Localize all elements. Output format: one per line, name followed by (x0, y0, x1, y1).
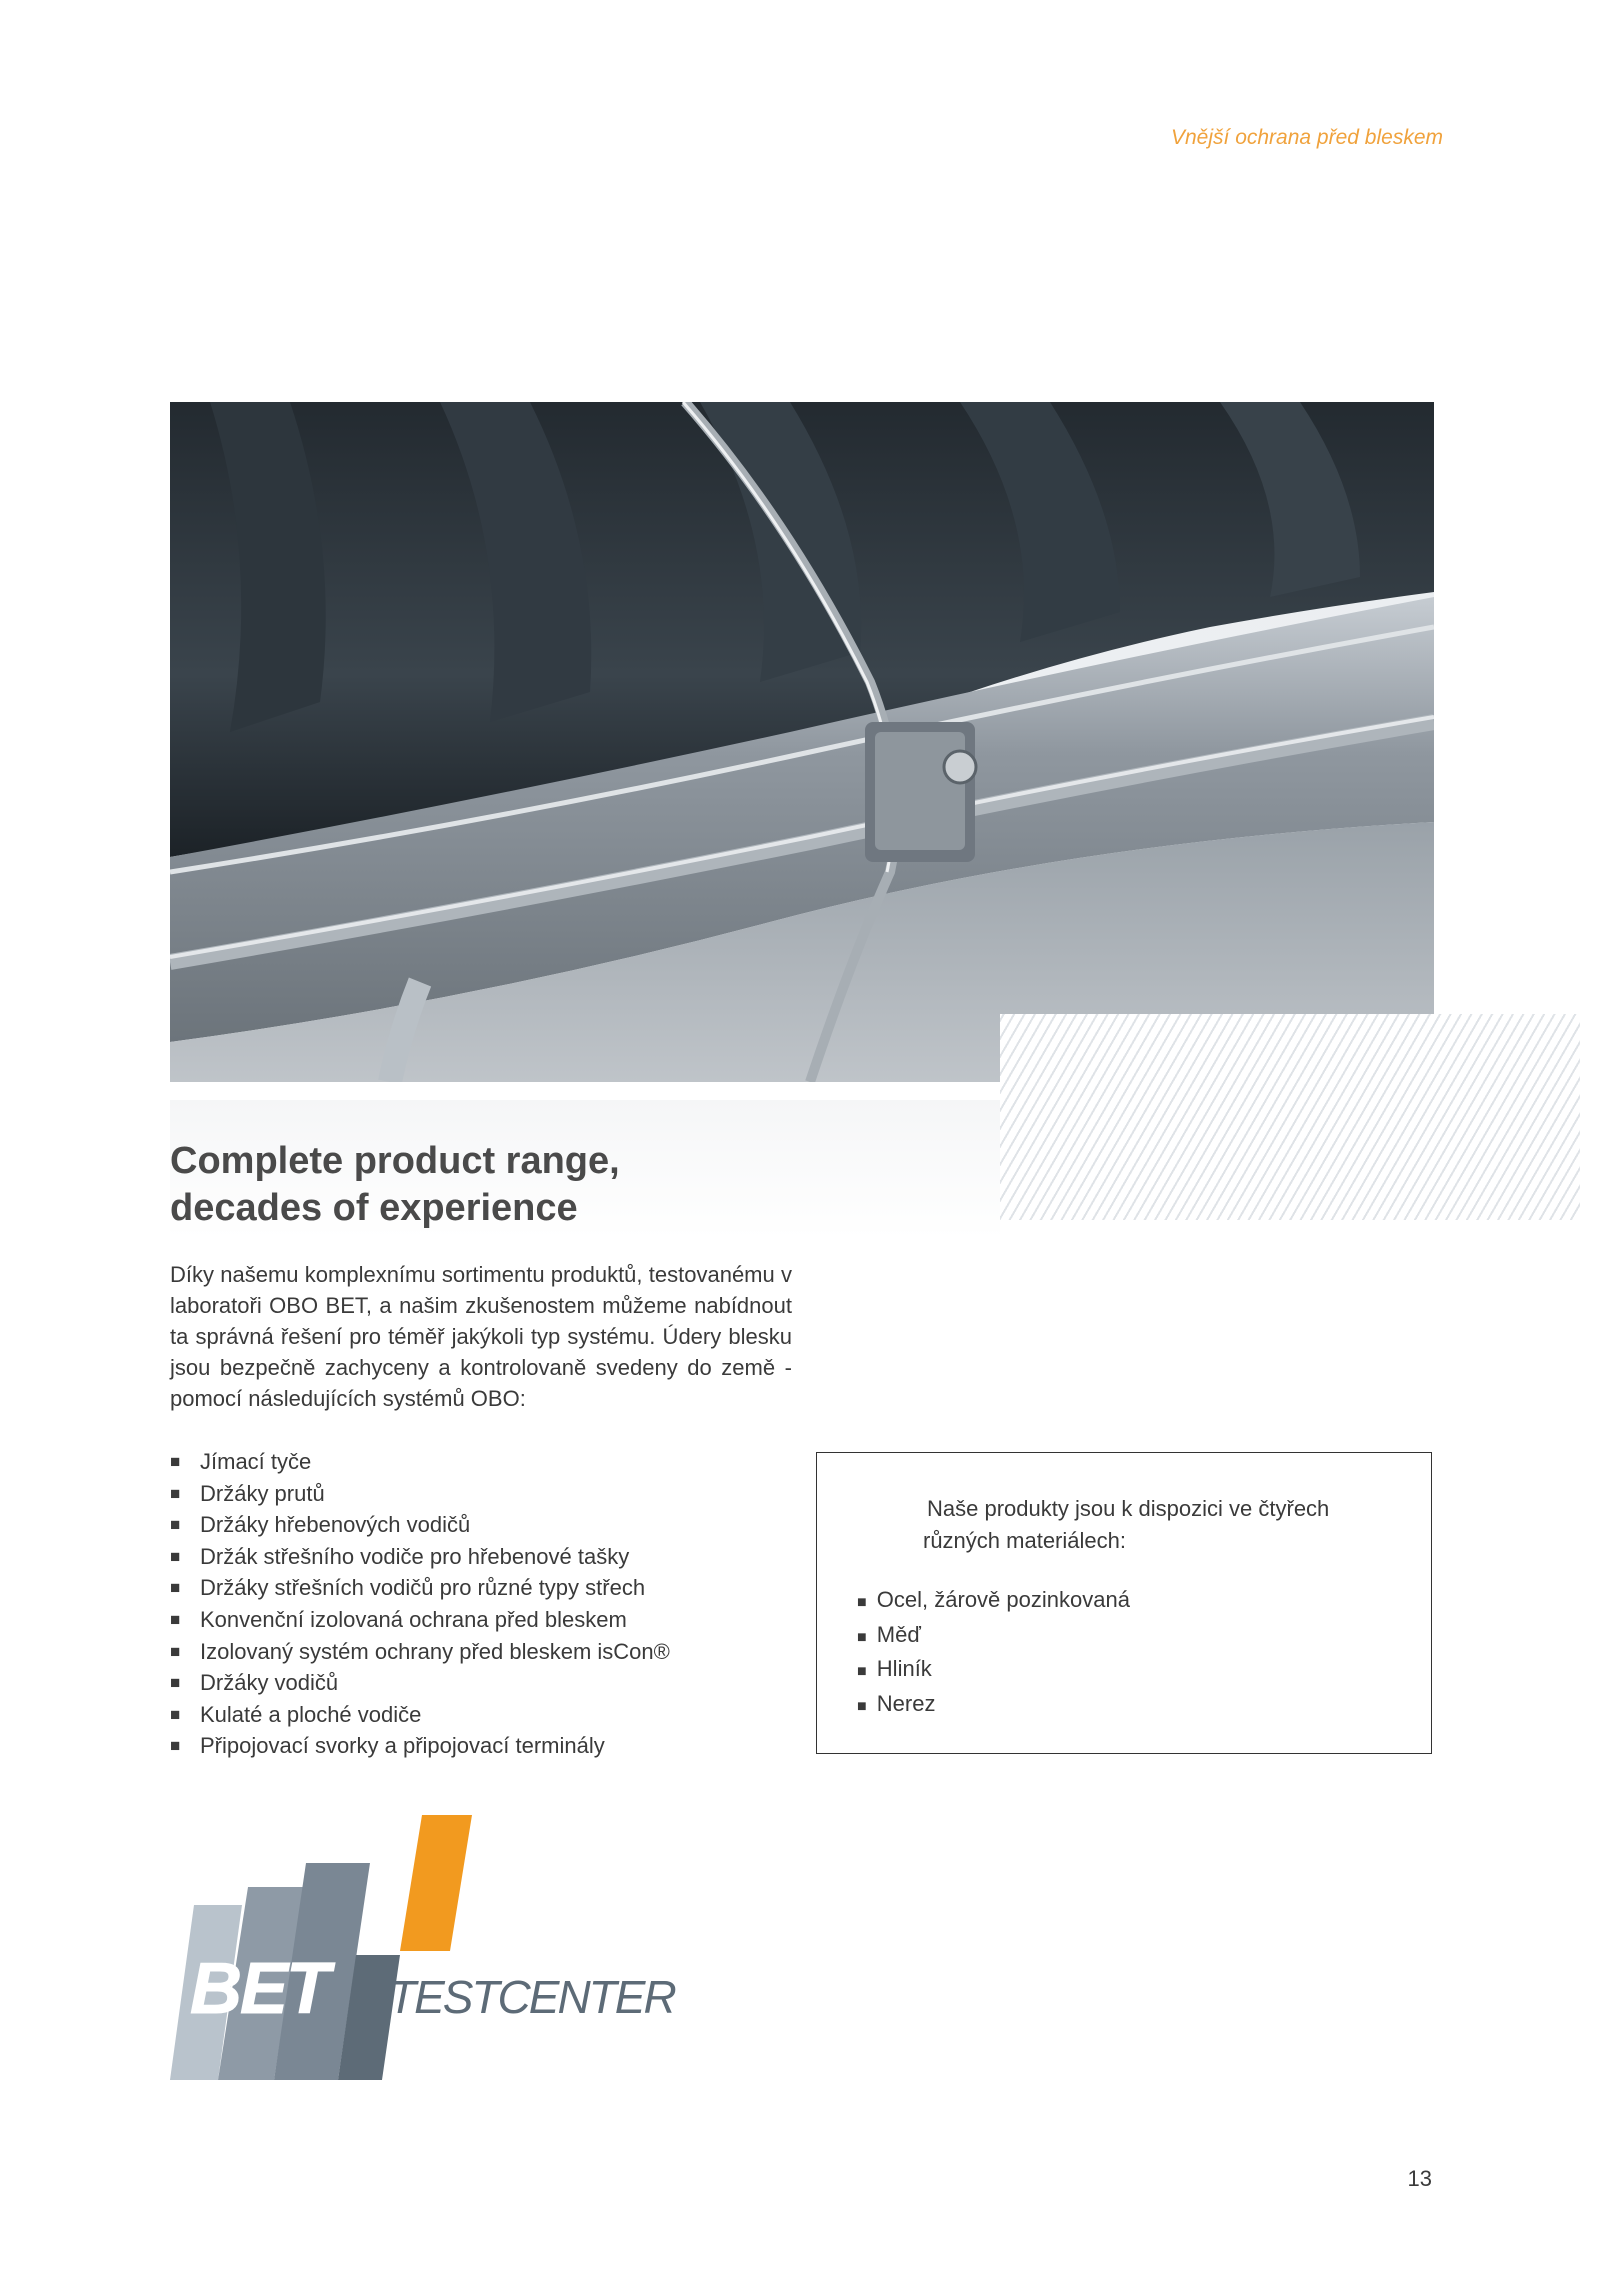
list-item (170, 1446, 670, 1478)
list-item (170, 1730, 670, 1762)
list-item-label: Připojovací svorky a připojovací terminály (200, 1733, 605, 1759)
list-item (170, 1572, 670, 1604)
list-item (857, 1584, 1391, 1619)
bullet-icon: ■ (170, 1641, 181, 1661)
materials-intro: Naše produkty jsou k dispozici ve čtyřech různých materiálech: (923, 1496, 1330, 1553)
bullet-icon: ■ (170, 1609, 181, 1629)
list-item-label: Konvenční izolovaná ochrana před bleskem (200, 1606, 627, 1632)
list-item (170, 1541, 670, 1573)
logo-product: TESTCENTER (388, 1971, 675, 2023)
list-item-label: Držáky prutů (200, 1480, 325, 1506)
list-item-label: Hliník (876, 1656, 932, 1681)
list-item-label: Držáky střešních vodičů pro různé typy střech (200, 1575, 646, 1601)
hatch-pattern (1000, 1014, 1580, 1220)
list-item (170, 1509, 670, 1541)
bullet-icon: ■ (857, 1594, 867, 1611)
bullet-icon: ■ (170, 1736, 181, 1756)
bullet-icon: ■ (170, 1578, 181, 1598)
intro-paragraph: Díky našemu komplexnímu sortimentu produktů, testovanému v laboratoři OBO BET, a našim zkušenostem můžeme nabídnout ta správná řešení pro téměř jakýkoli typ systému. Údery blesku jsou bezpečně zachyceny a kontrolovaně svedeny do země - pomocí následujících systémů OBO: (170, 1262, 792, 1411)
bullet-icon: ■ (857, 1663, 867, 1680)
list-item-label: Kulaté a ploché vodiče (200, 1701, 422, 1727)
bullet-icon: ■ (857, 1697, 867, 1715)
list-item (170, 1636, 670, 1668)
bet-testcenter-logo (170, 1815, 680, 2080)
bullet-icon: ■ (170, 1673, 181, 1693)
header-title: Vnější ochrana před bleskem (1171, 126, 1443, 149)
hero-photo (170, 402, 1434, 1082)
list-item-label: Ocel, žárově pozinkovaná (876, 1587, 1130, 1612)
list-item (170, 1699, 670, 1731)
page-number: 13 (1407, 2166, 1432, 2191)
logo-brand: BET (190, 1949, 328, 2029)
heading-line-2: decades of experience (170, 1187, 578, 1229)
list-item (857, 1619, 1391, 1654)
list-item-label: Izolovaný systém ochrany před bleskem isCon® (200, 1638, 670, 1664)
materials-box (816, 1452, 1432, 1754)
systems-list (170, 1446, 670, 1762)
list-item (857, 1688, 1391, 1723)
bullet-icon: ■ (170, 1546, 181, 1566)
list-item-label: Měď (876, 1621, 921, 1647)
list-item (170, 1604, 670, 1636)
list-item (170, 1478, 670, 1510)
list-item (170, 1667, 670, 1699)
logo-stripe (400, 1815, 472, 1951)
heading-line-1: Complete product range, (170, 1140, 620, 1182)
list-item-label: Držáky hřebenových vodičů (200, 1512, 471, 1538)
list-item (857, 1653, 1391, 1688)
materials-list (857, 1584, 1391, 1722)
list-item-label: Jímací tyče (200, 1449, 312, 1474)
bullet-icon: ■ (170, 1704, 181, 1724)
list-item-label: Nerez (876, 1690, 936, 1716)
section-heading (170, 1138, 620, 1232)
bullet-icon: ■ (170, 1452, 181, 1471)
list-item-label: Držáky vodičů (200, 1670, 339, 1696)
bullet-icon: ■ (170, 1483, 181, 1503)
bullet-icon: ■ (857, 1628, 867, 1646)
bullet-icon: ■ (170, 1515, 181, 1535)
list-item-label: Držák střešního vodiče pro hřebenové tašky (200, 1543, 630, 1569)
